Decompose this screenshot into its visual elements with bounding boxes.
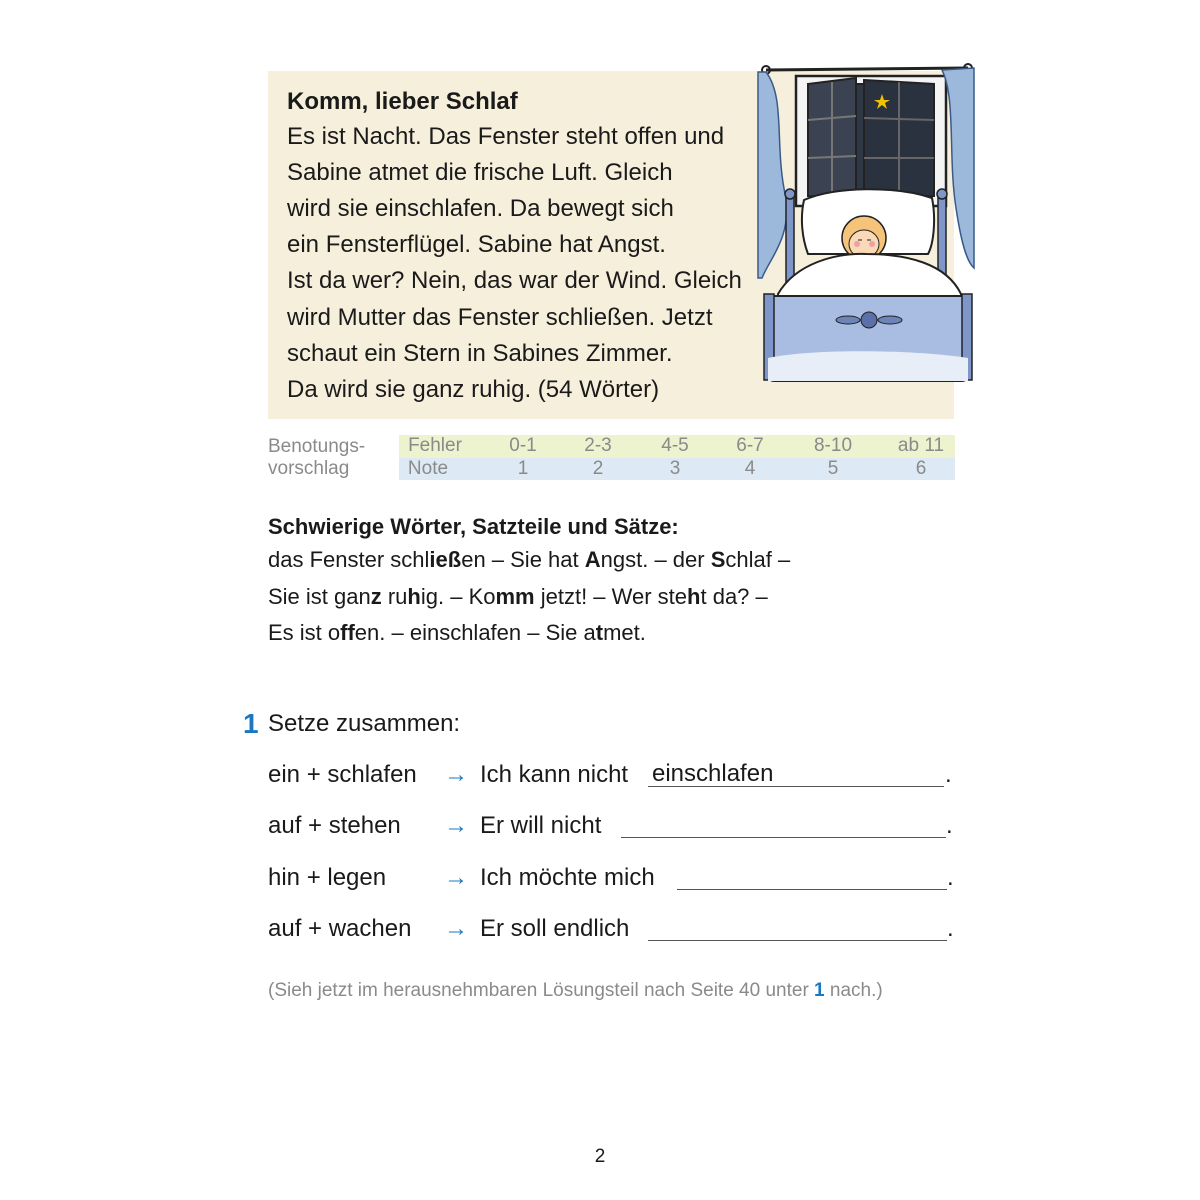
highlighted-letters: t <box>595 620 604 645</box>
errors-cell: ab 11 <box>897 435 945 456</box>
arrow-right-icon: → <box>444 915 468 942</box>
answer-field[interactable] <box>648 940 947 941</box>
solution-hint <box>268 978 883 1004</box>
errors-cell: 4-5 <box>661 435 689 456</box>
word-segment: ru <box>381 584 408 609</box>
hint-text-before: (Sieh jetzt im herausnehmbaren Lösungsteil nach Seite 40 unter <box>268 980 815 1001</box>
arrow-right-icon: → <box>444 761 468 788</box>
dictation-title: Komm, lieber Schlaf <box>287 88 518 115</box>
highlighted-letters: A <box>584 547 601 572</box>
grade-cell: 5 <box>827 458 839 479</box>
sentence-period: . <box>947 915 954 942</box>
dictation-line: wird sie einschlafen. Da bewegt sich <box>287 195 674 222</box>
dictation-line: ein Fensterflügel. Sabine hat Angst. <box>287 231 666 258</box>
highlighted-letters: h <box>407 584 421 609</box>
word-segment: met. <box>603 620 646 645</box>
answer-text: einschlafen <box>652 760 774 787</box>
exercise-word-parts: auf + wachen <box>268 915 412 942</box>
exercise-word-parts: ein + schlafen <box>268 761 417 788</box>
exercise-sentence: Er will nicht <box>480 812 602 839</box>
exercise-instruction: Setze zusammen: <box>268 710 461 737</box>
word-segment: Es ist o <box>268 620 341 645</box>
grading-label: Benotungs- <box>268 436 366 457</box>
word-segment: Sie ist gan <box>268 584 371 609</box>
arrow-right-icon: → <box>444 812 468 839</box>
exercise-sentence: Ich kann nicht <box>480 761 629 788</box>
dictation-line: Ist da wer? Nein, das war der Wind. Gleich <box>287 267 742 294</box>
highlighted-letters: z <box>370 584 382 609</box>
word-segment: en – Sie hat <box>461 547 585 572</box>
highlighted-letters: mm <box>495 584 535 609</box>
answer-field[interactable] <box>677 889 947 890</box>
grade-label: Note <box>407 458 449 479</box>
answer-field[interactable] <box>648 760 944 787</box>
hint-exercise-number: 1 <box>814 980 825 1001</box>
errors-label: Fehler <box>408 435 462 456</box>
grade-cell: 3 <box>669 458 681 479</box>
exercise-word-parts: auf + stehen <box>268 812 401 839</box>
page-number: 2 <box>594 1146 606 1167</box>
errors-cell: 0-1 <box>509 435 537 456</box>
grading-row-grades <box>399 458 955 480</box>
answer-field[interactable] <box>621 837 946 838</box>
highlighted-letters: ff <box>340 620 355 645</box>
difficult-words-line <box>268 618 646 648</box>
hint-text-after: nach.) <box>824 980 883 1001</box>
dictation-line: Es ist Nacht. Das Fenster steht offen und <box>287 123 725 150</box>
word-segment: das Fenster schl <box>268 547 430 572</box>
sentence-period: . <box>945 761 952 788</box>
word-segment: t da? – <box>700 584 768 609</box>
sentence-period: . <box>947 864 954 891</box>
dictation-line: wird Mutter das Fenster schließen. Jetzt <box>287 304 713 331</box>
grade-cell: 1 <box>517 458 529 479</box>
highlighted-letters: S <box>710 547 726 572</box>
dictation-line: Sabine atmet die frische Luft. Gleich <box>287 159 673 186</box>
errors-cell: 6-7 <box>736 435 764 456</box>
grade-cell: 2 <box>592 458 604 479</box>
sentence-period: . <box>946 812 953 839</box>
difficult-words-line <box>268 545 790 575</box>
word-segment: ngst. – der <box>600 547 711 572</box>
grade-cell: 6 <box>915 458 927 479</box>
word-segment: jetzt! – Wer ste <box>534 584 688 609</box>
errors-cell: 2-3 <box>584 435 612 456</box>
exercise-sentence: Er soll endlich <box>480 915 630 942</box>
difficult-words-line <box>268 582 768 612</box>
word-segment: en. – einschlafen – Sie a <box>354 620 596 645</box>
arrow-right-icon: → <box>444 864 468 891</box>
highlighted-letters: ieß <box>429 547 462 572</box>
bedroom-illustration <box>756 58 976 383</box>
grade-cell: 4 <box>744 458 756 479</box>
difficult-words-title: Schwierige Wörter, Satzteile und Sätze: <box>268 514 679 539</box>
dictation-line: schaut ein Stern in Sabines Zimmer. <box>287 340 673 367</box>
errors-cell: 8-10 <box>813 435 853 456</box>
dictation-line: Da wird sie ganz ruhig. (54 Wörter) <box>287 376 660 403</box>
exercise-sentence: Ich möchte mich <box>480 864 655 891</box>
word-segment: chlaf – <box>725 547 791 572</box>
word-segment: ig. – Ko <box>420 584 496 609</box>
grading-label: vorschlag <box>268 458 350 479</box>
grading-row-errors <box>399 435 955 458</box>
exercise-word-parts: hin + legen <box>268 864 387 891</box>
exercise-number: 1 <box>243 708 259 739</box>
highlighted-letters: h <box>687 584 701 609</box>
